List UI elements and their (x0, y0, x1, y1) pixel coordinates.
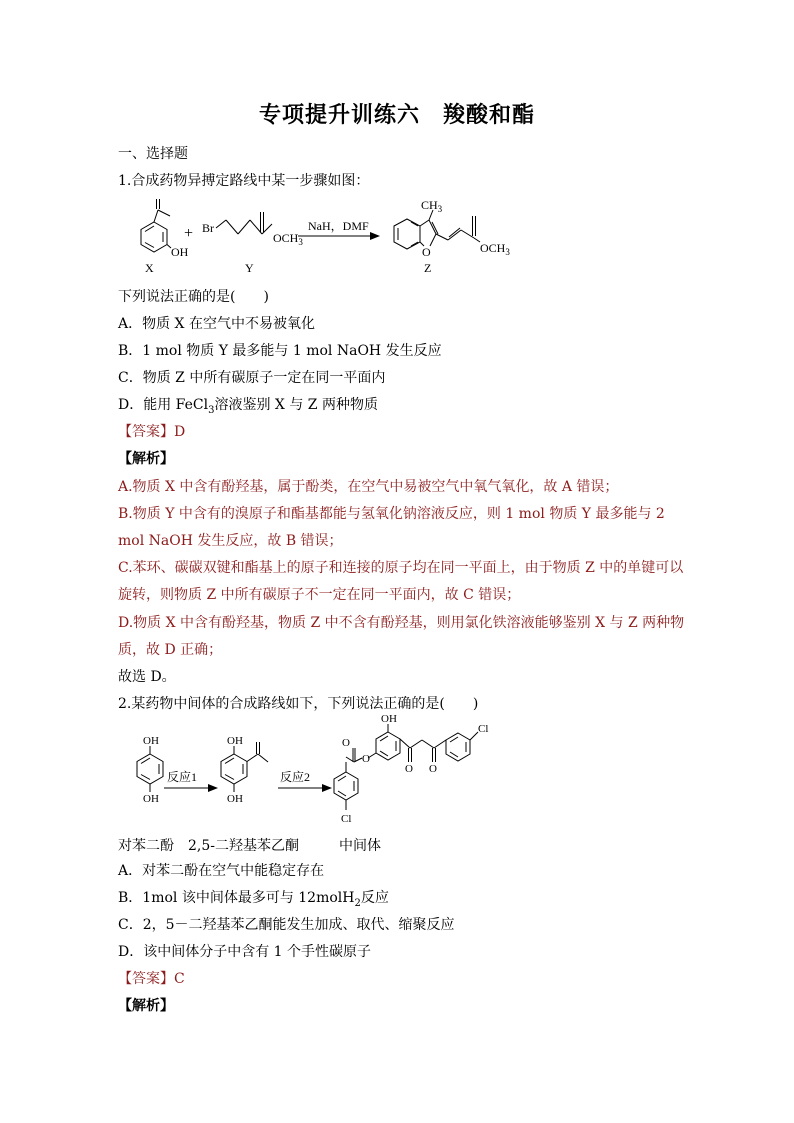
q2-stem: 2.某药物中间体的合成路线如下，下列说法正确的是( ) (118, 696, 479, 712)
q1-analysis-line: 质，故 D 正确； (118, 642, 223, 658)
dhap-oh-top-label: OH (227, 735, 243, 747)
section-heading: 一、选择题 (118, 146, 188, 162)
q2-option-d: D．该中间体分子中含有 1 个手性碳原子 (118, 944, 372, 960)
y-och3-label: $OCH_3$ (273, 231, 303, 247)
hq-oh-bottom-label: OH (143, 793, 159, 805)
reaction-2-label: 反应2 (280, 770, 311, 784)
q2-compound-labels: 对苯二酚 2,5-二羟基苯乙酮 中间体 (118, 838, 381, 854)
q1-analysis-line: A.物质 X 中含有酚羟基，属于酚类，在空气中易被空气中氧气氧化，故 A 错误； (118, 479, 619, 495)
q2-synthesis-scheme (118, 713, 538, 830)
q1-analysis-line: 旋转，则物质 Z 中所有碳原子不一定在同一平面内，故 C 错误； (118, 587, 521, 603)
z-o-label: O (422, 245, 431, 259)
int-oh-label: OH (381, 713, 397, 725)
dhap-oh-bottom-label: OH (227, 793, 243, 805)
q1-reaction-scheme (118, 194, 538, 274)
q1-analysis-line: D.物质 X 中含有酚羟基，物质 Z 中不含有酚羟基，则用氯化铁溶液能够鉴别 X 与 Z 两种物 (118, 615, 685, 631)
plus-sign: + (184, 225, 194, 242)
int-ketone-o1-label: O (405, 763, 413, 775)
int-ketone-o2-label: O (429, 763, 437, 775)
q2-option-a: A．对苯二酚在空气中能稳定存在 (118, 863, 325, 879)
int-carbonyl-o-label: O (342, 737, 350, 749)
z-ch3-label: $CH_3$ (421, 198, 443, 214)
int-cl-bottom-label: Cl (341, 813, 352, 825)
q1-conclusion: 故选 D。 (118, 669, 176, 685)
y-br-label: Br (202, 221, 214, 235)
compound-x-label: X (145, 261, 154, 275)
q2-answer: 【答案】C (118, 971, 185, 987)
int-cl-right-label: Cl (478, 723, 489, 735)
q1-option-d: D．能用 FeCl$_3$溶液鉴别 X 与 Z 两种物质 (118, 397, 378, 416)
q2-option-c: C．2，5－二羟基苯乙酮能发生加成、取代、缩聚反应 (118, 917, 455, 933)
hq-oh-top-label: OH (143, 735, 159, 747)
q1-answer: 【答案】D (118, 424, 186, 440)
q1-analysis-line: C.苯环、碳碳双键和酯基上的原子和连接的原子均在同一平面上，由于物质 Z 中的单键可以 (118, 560, 684, 576)
q1-option-b: B．1 mol 物质 Y 最多能与 1 mol NaOH 发生反应 (118, 343, 442, 359)
q1-analysis-line: B.物质 Y 中含有的溴原子和酯基都能与氢氧化钠溶液反应，则 1 mol 物质 Y 最多能与 2 (118, 506, 665, 522)
compound-y-label: Y (245, 261, 254, 275)
q1-question: 下列说法正确的是( ) (118, 289, 269, 305)
compound-z-label: Z (424, 261, 432, 275)
q1-option-a: A．物质 X 在空气中不易被氧化 (118, 316, 315, 332)
int-ester-o-label: O (362, 753, 370, 765)
q1-option-c: C．物质 Z 中所有碳原子一定在同一平面内 (118, 370, 386, 386)
reaction-conditions: NaH，DMF (308, 219, 369, 233)
q1-analysis-line: mol NaOH 发生反应，故 B 错误； (118, 533, 343, 549)
q1-analysis-label: 【解析】 (118, 451, 174, 467)
x-oh-label: OH (171, 245, 189, 259)
reaction-1-label: 反应1 (167, 770, 198, 784)
z-och3-label: $OCH_3$ (480, 241, 510, 257)
q2-option-b: B．1mol 该中间体最多可与 12molH$_2$反应 (118, 890, 389, 909)
q2-analysis-label: 【解析】 (118, 998, 174, 1014)
page-title: 专项提升训练六 羧酸和酯 (258, 102, 535, 128)
q1-stem: 1.合成药物异搏定路线中某一步骤如图： (118, 173, 370, 189)
